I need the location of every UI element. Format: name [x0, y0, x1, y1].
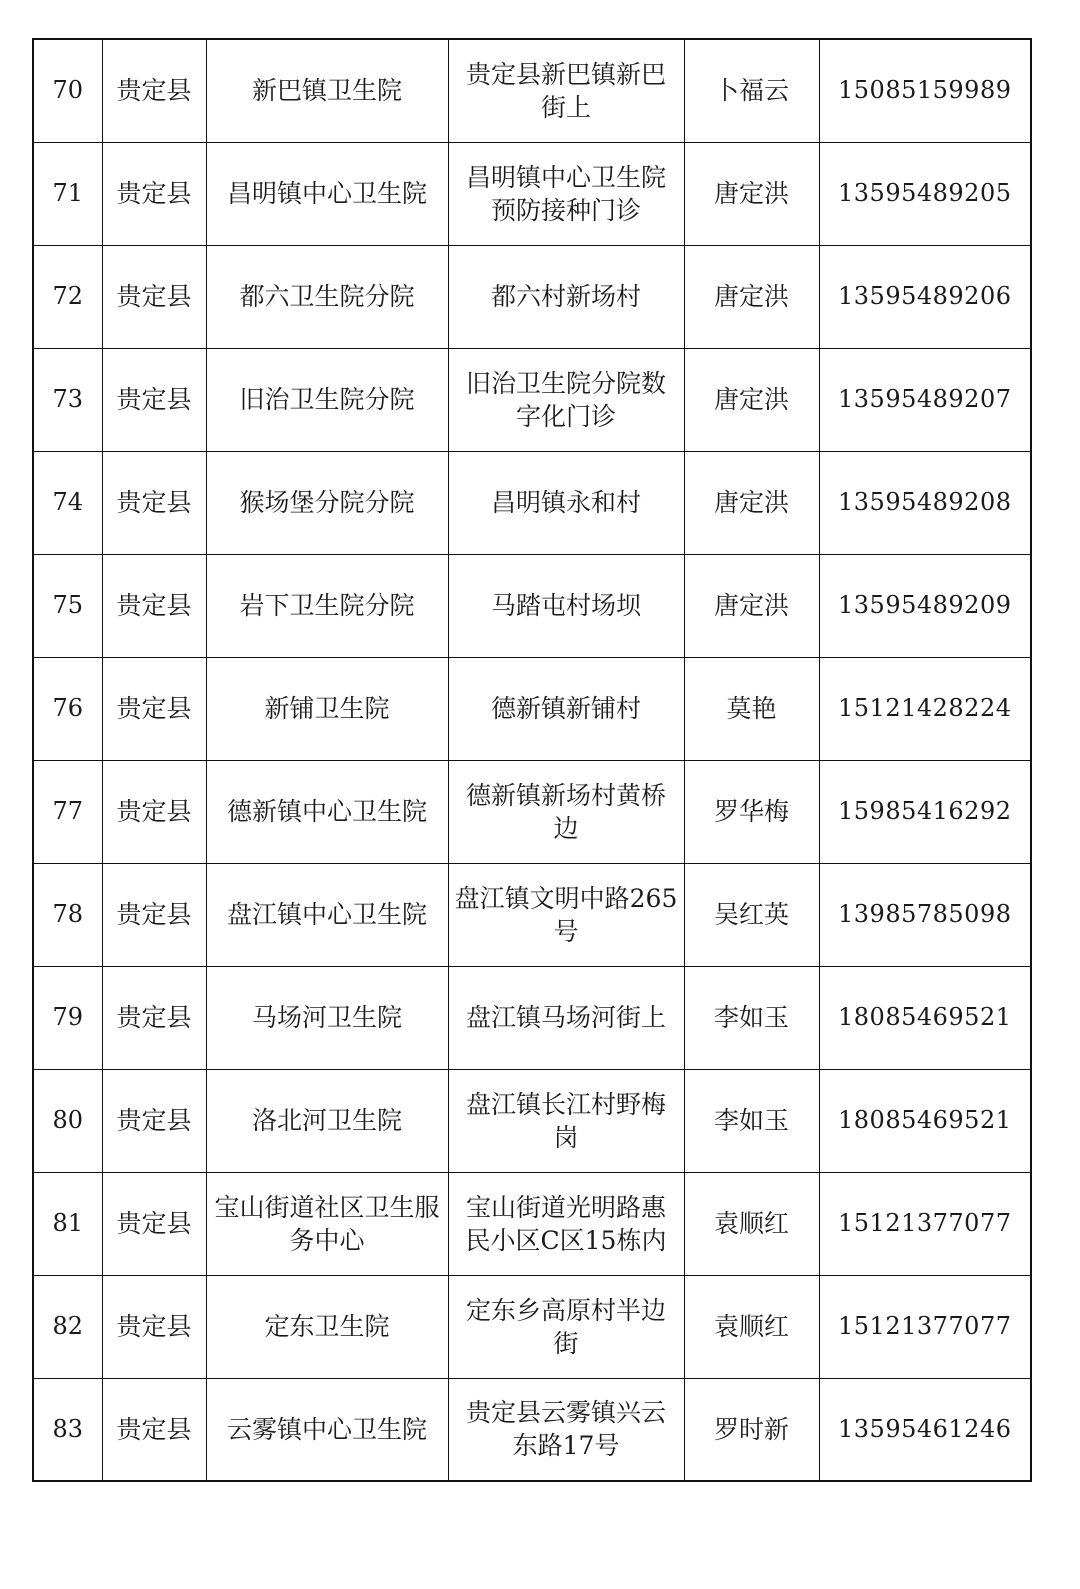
row-number: 78 — [33, 863, 102, 966]
address: 德新镇新场村黄桥边 — [448, 760, 684, 863]
phone-number: 18085469521 — [819, 966, 1031, 1069]
row-number: 75 — [33, 554, 102, 657]
table-row — [33, 1172, 1031, 1275]
county: 贵定县 — [102, 966, 206, 1069]
facility-name: 盘江镇中心卫生院 — [206, 863, 448, 966]
facility-name: 云雾镇中心卫生院 — [206, 1378, 448, 1481]
phone-number: 15121377077 — [819, 1172, 1031, 1275]
contact-person: 唐定洪 — [684, 554, 819, 657]
phone-number: 15121377077 — [819, 1275, 1031, 1378]
table-row — [33, 657, 1031, 760]
county: 贵定县 — [102, 1378, 206, 1481]
address: 昌明镇中心卫生院预防接种门诊 — [448, 142, 684, 245]
facility-name: 猴场堡分院分院 — [206, 451, 448, 554]
contact-person: 李如玉 — [684, 966, 819, 1069]
county: 贵定县 — [102, 451, 206, 554]
table-row — [33, 245, 1031, 348]
county: 贵定县 — [102, 657, 206, 760]
facility-name: 昌明镇中心卫生院 — [206, 142, 448, 245]
address: 都六村新场村 — [448, 245, 684, 348]
address: 盘江镇马场河街上 — [448, 966, 684, 1069]
address: 德新镇新铺村 — [448, 657, 684, 760]
row-number: 80 — [33, 1069, 102, 1172]
table-row — [33, 451, 1031, 554]
facility-name: 马场河卫生院 — [206, 966, 448, 1069]
contact-person: 吴红英 — [684, 863, 819, 966]
address: 贵定县新巴镇新巴街上 — [448, 39, 684, 142]
phone-number: 15985416292 — [819, 760, 1031, 863]
contact-person: 唐定洪 — [684, 348, 819, 451]
row-number: 83 — [33, 1378, 102, 1481]
county: 贵定县 — [102, 1275, 206, 1378]
table-row — [33, 760, 1031, 863]
county: 贵定县 — [102, 348, 206, 451]
phone-number: 18085469521 — [819, 1069, 1031, 1172]
county: 贵定县 — [102, 1172, 206, 1275]
contact-person: 唐定洪 — [684, 142, 819, 245]
contact-person: 罗时新 — [684, 1378, 819, 1481]
contact-person: 唐定洪 — [684, 451, 819, 554]
facility-name: 新铺卫生院 — [206, 657, 448, 760]
facility-name: 宝山街道社区卫生服务中心 — [206, 1172, 448, 1275]
row-number: 79 — [33, 966, 102, 1069]
address: 旧治卫生院分院数字化门诊 — [448, 348, 684, 451]
row-number: 70 — [33, 39, 102, 142]
phone-number: 13595489207 — [819, 348, 1031, 451]
phone-number: 13595489206 — [819, 245, 1031, 348]
county: 贵定县 — [102, 760, 206, 863]
table-row — [33, 966, 1031, 1069]
county: 贵定县 — [102, 142, 206, 245]
table-row — [33, 39, 1031, 142]
phone-number: 15121428224 — [819, 657, 1031, 760]
contact-person: 袁顺红 — [684, 1275, 819, 1378]
phone-number: 13985785098 — [819, 863, 1031, 966]
address: 昌明镇永和村 — [448, 451, 684, 554]
row-number: 76 — [33, 657, 102, 760]
facility-name: 新巴镇卫生院 — [206, 39, 448, 142]
row-number: 81 — [33, 1172, 102, 1275]
facility-name: 德新镇中心卫生院 — [206, 760, 448, 863]
vaccination-site-table — [32, 38, 1032, 1482]
facility-name: 都六卫生院分院 — [206, 245, 448, 348]
address: 宝山街道光明路惠民小区C区15栋内 — [448, 1172, 684, 1275]
contact-person: 袁顺红 — [684, 1172, 819, 1275]
table-row — [33, 1378, 1031, 1481]
facility-name: 洛北河卫生院 — [206, 1069, 448, 1172]
county: 贵定县 — [102, 245, 206, 348]
phone-number: 13595461246 — [819, 1378, 1031, 1481]
address: 盘江镇文明中路265号 — [448, 863, 684, 966]
table-row — [33, 554, 1031, 657]
county: 贵定县 — [102, 1069, 206, 1172]
address: 马踏屯村场坝 — [448, 554, 684, 657]
row-number: 72 — [33, 245, 102, 348]
facility-name: 岩下卫生院分院 — [206, 554, 448, 657]
table-row — [33, 142, 1031, 245]
address: 贵定县云雾镇兴云东路17号 — [448, 1378, 684, 1481]
table-row — [33, 348, 1031, 451]
row-number: 73 — [33, 348, 102, 451]
row-number: 77 — [33, 760, 102, 863]
phone-number: 13595489205 — [819, 142, 1031, 245]
contact-person: 罗华梅 — [684, 760, 819, 863]
facility-name: 定东卫生院 — [206, 1275, 448, 1378]
phone-number: 15085159989 — [819, 39, 1031, 142]
county: 贵定县 — [102, 554, 206, 657]
contact-person: 卜福云 — [684, 39, 819, 142]
table-row — [33, 863, 1031, 966]
address: 盘江镇长江村野梅岗 — [448, 1069, 684, 1172]
county: 贵定县 — [102, 39, 206, 142]
facility-name: 旧治卫生院分院 — [206, 348, 448, 451]
table-row — [33, 1275, 1031, 1378]
contact-person: 莫艳 — [684, 657, 819, 760]
table-row — [33, 1069, 1031, 1172]
contact-person: 李如玉 — [684, 1069, 819, 1172]
row-number: 82 — [33, 1275, 102, 1378]
county: 贵定县 — [102, 863, 206, 966]
row-number: 74 — [33, 451, 102, 554]
phone-number: 13595489209 — [819, 554, 1031, 657]
address: 定东乡高原村半边街 — [448, 1275, 684, 1378]
row-number: 71 — [33, 142, 102, 245]
contact-person: 唐定洪 — [684, 245, 819, 348]
phone-number: 13595489208 — [819, 451, 1031, 554]
